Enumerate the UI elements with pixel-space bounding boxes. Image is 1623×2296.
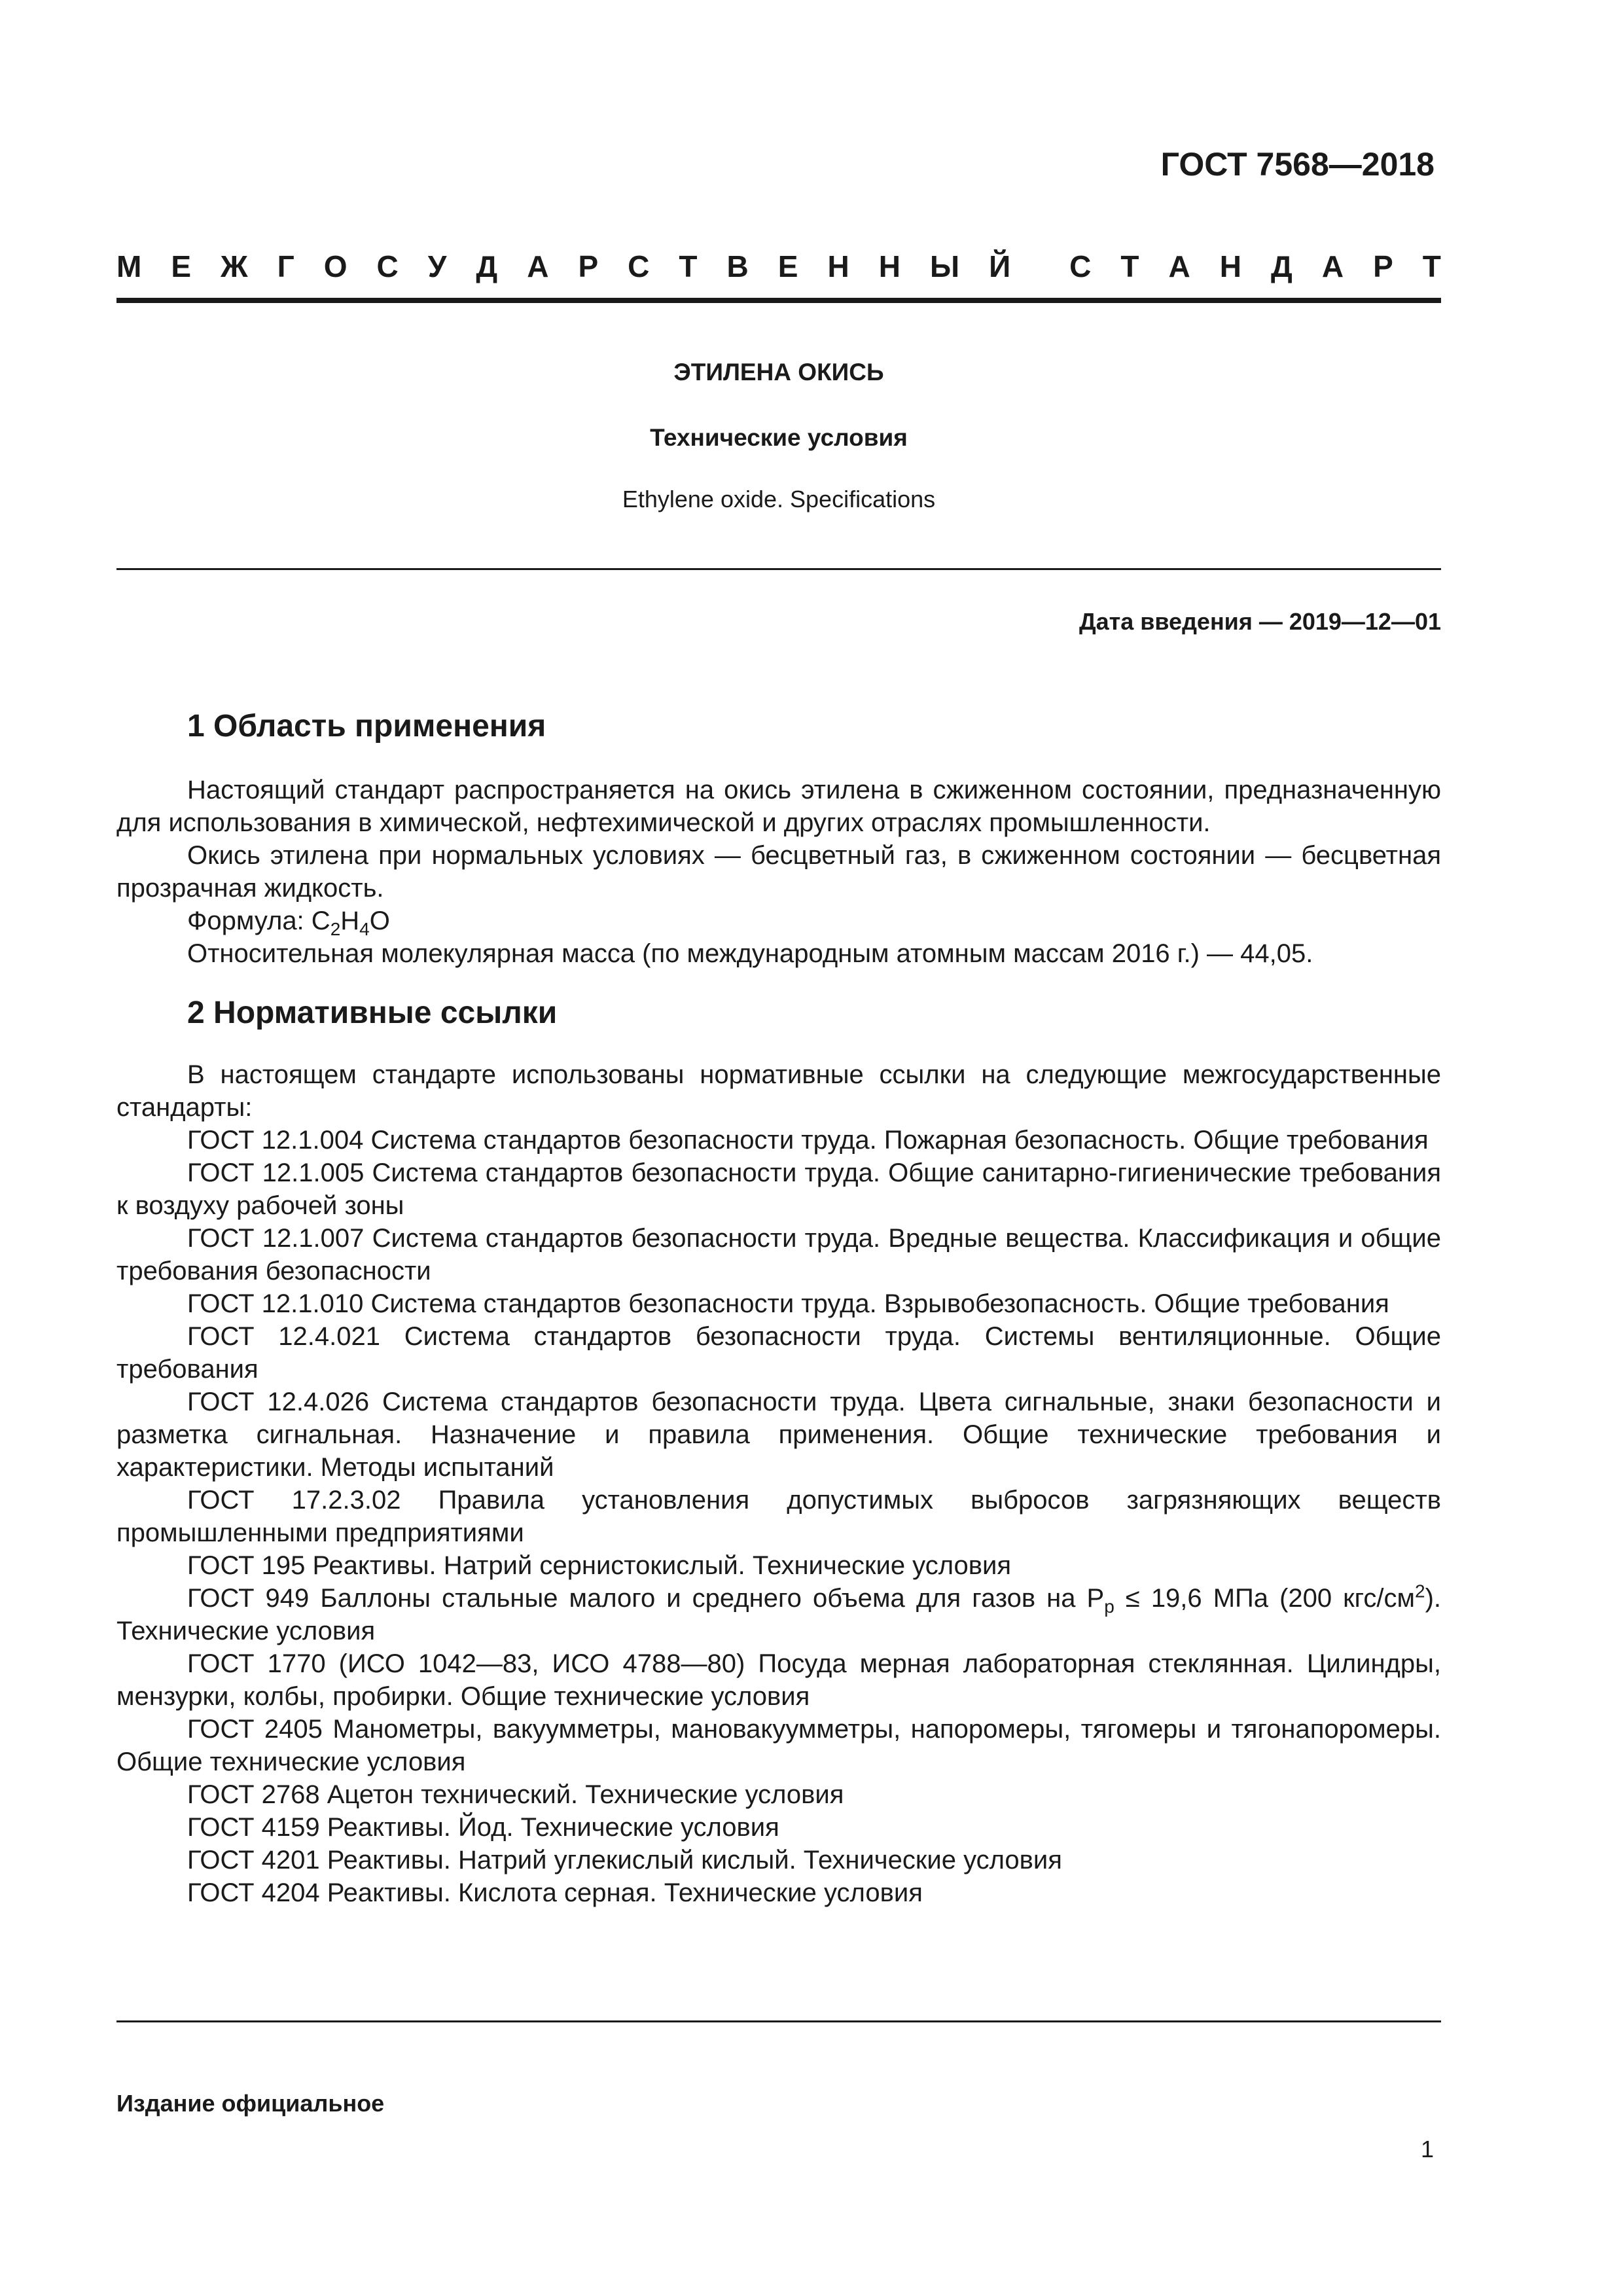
reference-item: ГОСТ 4201 Реактивы. Натрий углекислый кислый. Технические условия	[187, 1846, 1062, 1874]
header-letter: Т	[679, 249, 698, 283]
reference-item: ГОСТ 4204 Реактивы. Кислота серная. Технические условия	[187, 1878, 923, 1907]
header-letter: Ж	[221, 249, 248, 283]
paragraph: Окись этилена при нормальных условиях — бесцветный газ, в сжиженном состоянии — бесцветная прозрачная жидкость.	[116, 841, 1441, 903]
document-title: ЭТИЛЕНА ОКИСЬ	[673, 359, 884, 386]
reference-text: ≤ 19,6 МПа (200 кгс/см	[1114, 1584, 1415, 1613]
edition-label: Издание официальное	[116, 2090, 385, 2117]
header-letter: Ы	[930, 249, 960, 283]
document-subtitle: Технические условия	[650, 424, 908, 451]
reference-item: ГОСТ 12.1.010 Система стандартов безопасности труда. Взрывобезопасность. Общие требования	[187, 1289, 1389, 1318]
reference-item	[116, 1582, 1441, 1647]
header-letter: С	[376, 249, 399, 283]
header-divider	[116, 298, 1441, 303]
document-number: ГОСТ 7568—2018	[1160, 146, 1435, 183]
header-letter: Р	[578, 249, 599, 283]
header-letter: Г	[277, 249, 294, 283]
paragraph: Относительная молекулярная масса (по международным атомным массам 2016 г.) — 44,05.	[187, 939, 1313, 968]
header-letter: Й	[989, 249, 1011, 283]
header-letter: Е	[777, 249, 798, 283]
header-letter: В	[726, 249, 749, 283]
reference-item: ГОСТ 12.4.026 Система стандартов безопасности труда. Цвета сигнальные, знаки безопасности и разметка сигнальная. Назначение и правила применения. Общие технические требования и характеристики. Методы испытаний	[116, 1388, 1441, 1482]
interstate-standard-header	[116, 249, 1441, 284]
header-letter: А	[1321, 249, 1344, 283]
formula-subscript: 4	[359, 919, 370, 939]
reference-item: ГОСТ 12.1.004 Система стандартов безопасности труда. Пожарная безопасность. Общие требования	[187, 1126, 1429, 1155]
paragraph: В настоящем стандарте использованы нормативные ссылки на следующие межгосударственные стандарты:	[116, 1060, 1441, 1122]
formula-line	[116, 905, 1441, 937]
header-letter: Д	[476, 249, 498, 283]
introduction-date: Дата введения — 2019—12—01	[1079, 608, 1441, 635]
reference-item: ГОСТ 12.1.007 Система стандартов безопасности труда. Вредные вещества. Классификация и общие требования безопасности	[116, 1224, 1441, 1285]
header-letter: Е	[171, 249, 192, 283]
reference-item: ГОСТ 4159 Реактивы. Йод. Технические условия	[187, 1813, 779, 1842]
header-letter: Т	[1422, 249, 1441, 283]
header-letter: С	[628, 249, 650, 283]
document-title-english: Ethylene oxide. Specifications	[622, 486, 936, 512]
header-letter: Н	[827, 249, 849, 283]
reference-text: ГОСТ 949 Баллоны стальные малого и среднего объема для газов на P	[187, 1584, 1105, 1613]
formula-label: Формула:	[187, 906, 304, 935]
reference-subscript: p	[1104, 1596, 1115, 1617]
footer-divider	[116, 2020, 1441, 2022]
formula-subscript: 2	[330, 919, 341, 939]
header-letter: У	[427, 249, 447, 283]
reference-item: ГОСТ 2405 Манометры, вакуумметры, мановакуумметры, напоромеры, тягомеры и тягонапоромеры. Общие технические условия	[116, 1715, 1441, 1776]
section-heading: 1 Область применения	[187, 709, 546, 744]
header-letter: М	[116, 249, 142, 283]
header-letter: Р	[1373, 249, 1393, 283]
section-1-body	[116, 774, 1441, 970]
reference-item: ГОСТ 12.4.021 Система стандартов безопасности труда. Системы вентиляционные. Общие требования	[116, 1322, 1441, 1384]
header-letter: Т	[1120, 249, 1139, 283]
reference-superscript: 2	[1415, 1581, 1425, 1602]
header-letter: Д	[1271, 249, 1293, 283]
reference-item: ГОСТ 2768 Ацетон технический. Технические условия	[187, 1780, 844, 1809]
section-heading: 2 Нормативные ссылки	[187, 996, 558, 1030]
formula-part: H	[340, 906, 360, 935]
header-letter: А	[1168, 249, 1190, 283]
formula-part: O	[369, 906, 390, 935]
reference-text: ). Технические условия	[116, 1584, 1442, 1645]
header-letter: Н	[1219, 249, 1242, 283]
reference-item: ГОСТ 1770 (ИСО 1042—83, ИСО 4788—80) Посуда мерная лабораторная стеклянная. Цилиндры, мензурки, колбы, пробирки. Общие технические условия	[116, 1649, 1441, 1711]
reference-item: ГОСТ 17.2.3.02 Правила установления допустимых выбросов загрязняющих веществ промышленными предприятиями	[116, 1486, 1441, 1547]
header-letter: О	[323, 249, 348, 283]
title-divider	[116, 568, 1441, 570]
reference-item: ГОСТ 195 Реактивы. Натрий сернистокислый. Технические условия	[187, 1551, 1012, 1580]
formula-part: C	[311, 906, 330, 935]
page-number: 1	[1420, 2136, 1434, 2162]
header-letter: Н	[878, 249, 901, 283]
reference-item: ГОСТ 12.1.005 Система стандартов безопасности труда. Общие санитарно-гигиенические требования к воздуху рабочей зоны	[116, 1158, 1441, 1220]
paragraph: Настоящий стандарт распространяется на окись этилена в сжиженном состоянии, предназначенную для использования в химической, нефтехимической и других отраслях промышленности.	[116, 776, 1441, 837]
header-letter: С	[1069, 249, 1092, 283]
section-2-body	[116, 1058, 1441, 1909]
header-letter: А	[527, 249, 549, 283]
